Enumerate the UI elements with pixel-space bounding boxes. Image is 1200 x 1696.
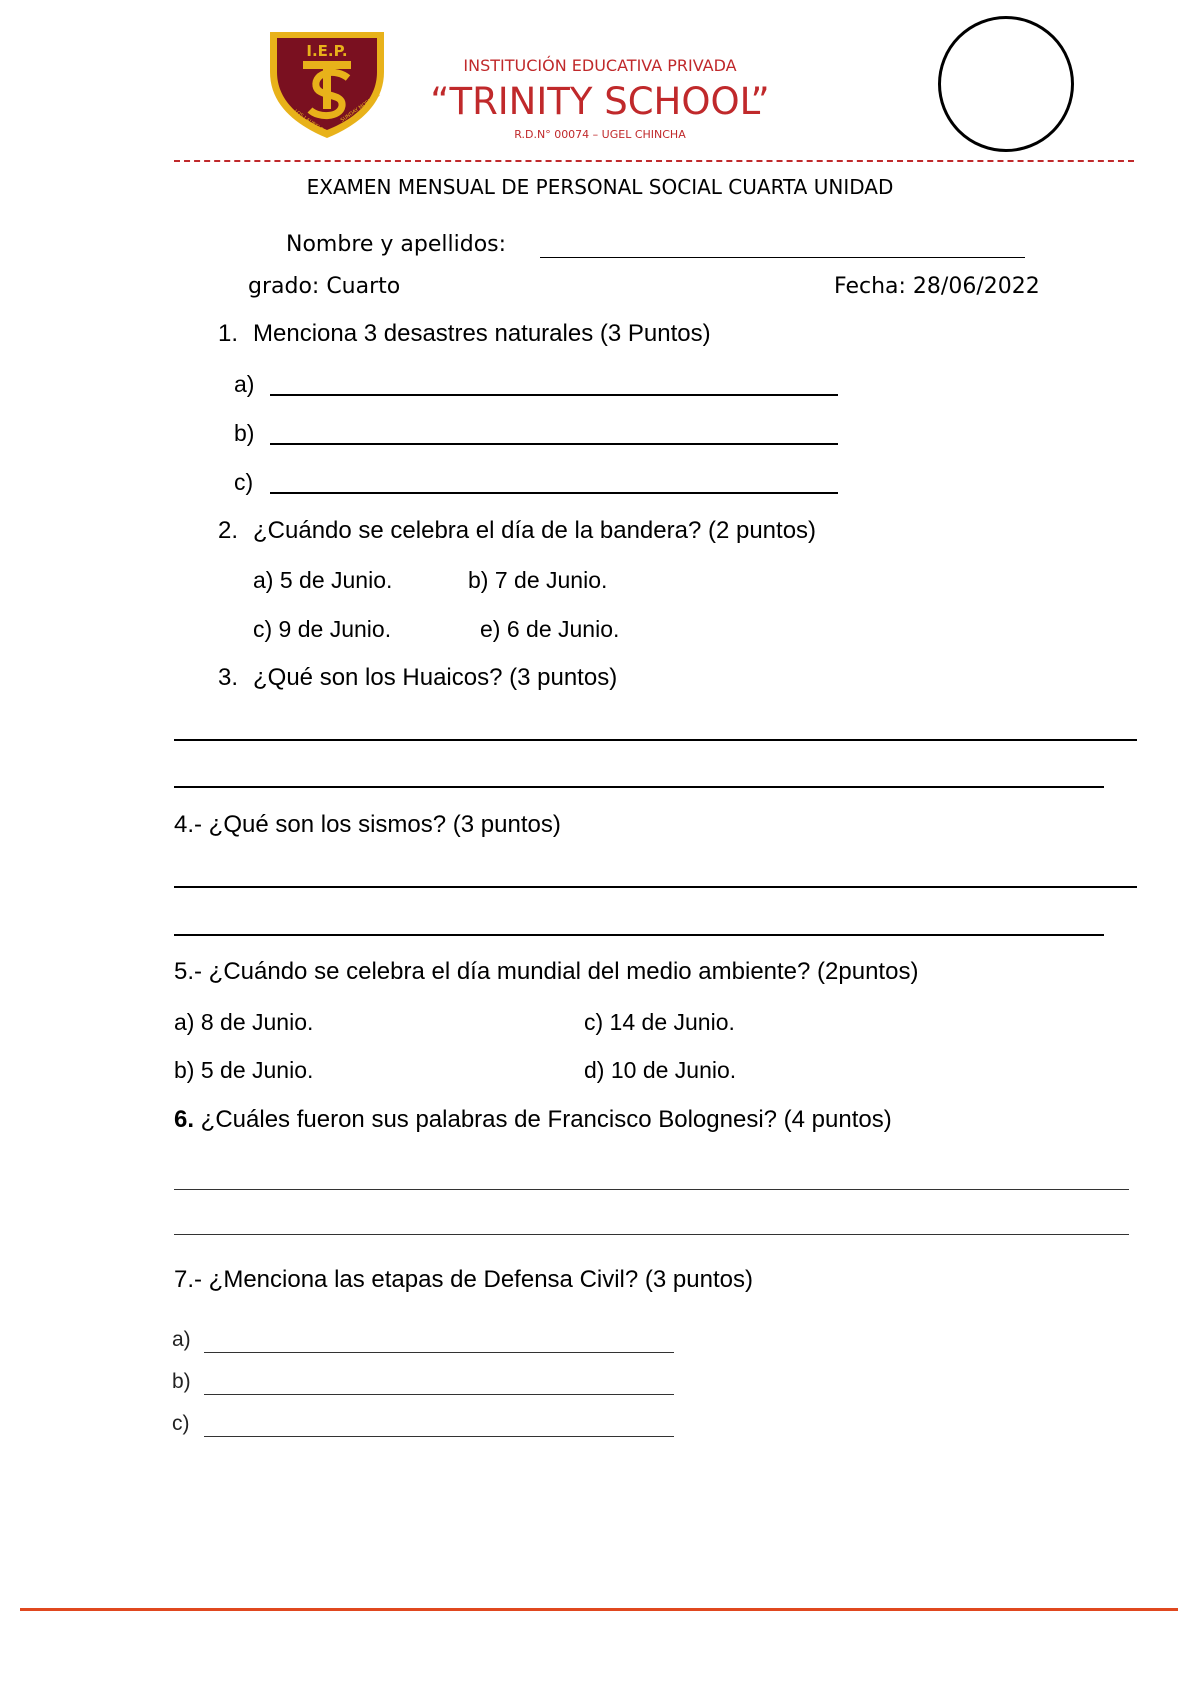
q6-text: ¿Cuáles fueron sus palabras de Francisco Bolognesi? (4 puntos): [194, 1106, 892, 1133]
svg-text:LOS LAURELES: LOS LAURELES: [292, 108, 327, 135]
q6-answer-line-2[interactable]: [174, 1234, 1129, 1235]
q3-answer-line-1[interactable]: [174, 739, 1137, 741]
institution-type: INSTITUCIÓN EDUCATIVA PRIVADA: [463, 56, 737, 75]
q3-answer-line-2[interactable]: [174, 786, 1104, 788]
footer-divider: [20, 1608, 1178, 1611]
q2-option-e[interactable]: e) 6 de Junio.: [480, 616, 620, 642]
q7-opt-b-label: b): [172, 1370, 191, 1393]
q2-text: ¿Cuándo se celebra el día de la bandera? (2 puntos): [253, 517, 817, 544]
svg-text:I.E.P.: I.E.P.: [306, 42, 348, 60]
q1-answer-b-line[interactable]: [270, 443, 838, 445]
q7-answer-b-line[interactable]: [204, 1394, 674, 1395]
q7-text: 7.- ¿Menciona las etapas de Defensa Civil? (3 puntos): [174, 1266, 753, 1293]
q2-option-a[interactable]: a) 5 de Junio.: [253, 567, 393, 593]
q4-answer-line-1[interactable]: [174, 886, 1137, 888]
name-field-line[interactable]: [540, 257, 1025, 258]
q1-text: Menciona 3 desastres naturales (3 Puntos): [253, 320, 711, 347]
q4-answer-line-2[interactable]: [174, 934, 1104, 936]
q1-answer-c-line[interactable]: [270, 492, 838, 494]
q1-opt-c-label: c): [234, 469, 254, 495]
q2-option-c[interactable]: c) 9 de Junio.: [253, 616, 392, 642]
registration-number: R.D.N° 00074 – UGEL CHINCHA: [514, 128, 686, 141]
exam-title: EXAMEN MENSUAL DE PERSONAL SOCIAL CUARTA UNIDAD: [306, 175, 894, 199]
photo-circle: [938, 16, 1074, 152]
header-divider: [174, 160, 1134, 162]
q7-opt-a-label: a): [172, 1328, 191, 1351]
q5-option-c[interactable]: c) 14 de Junio.: [584, 1009, 735, 1035]
q5-text: 5.- ¿Cuándo se celebra el día mundial del medio ambiente? (2puntos): [174, 958, 919, 985]
q5-option-a[interactable]: a) 8 de Junio.: [174, 1009, 314, 1035]
q4-text: 4.- ¿Qué son los sismos? (3 puntos): [174, 811, 561, 838]
grade-label: grado: Cuarto: [248, 274, 401, 299]
q5-option-d[interactable]: d) 10 de Junio.: [584, 1057, 737, 1083]
svg-text:SUNDAY MORNING: SUNDAY MORNING: [339, 92, 382, 124]
q7-answer-a-line[interactable]: [204, 1352, 674, 1353]
q6-answer-line-1[interactable]: [174, 1189, 1129, 1190]
q2-option-b[interactable]: b) 7 de Junio.: [468, 567, 608, 593]
q1-number: 1.: [218, 320, 239, 347]
q7-opt-c-label: c): [172, 1412, 190, 1435]
q6-number: 6.: [174, 1106, 195, 1133]
q1-answer-a-line[interactable]: [270, 394, 838, 396]
q3-number: 3.: [218, 664, 239, 691]
q7-answer-c-line[interactable]: [204, 1436, 674, 1437]
school-name: “TRINITY SCHOOL”: [430, 80, 770, 123]
q5-option-b[interactable]: b) 5 de Junio.: [174, 1057, 314, 1083]
date-label: Fecha: 28/06/2022: [834, 274, 1040, 299]
q1-opt-b-label: b): [234, 420, 255, 446]
q1-opt-a-label: a): [234, 371, 255, 397]
q3-text: ¿Qué son los Huaicos? (3 puntos): [253, 664, 618, 691]
name-label: Nombre y apellidos:: [286, 232, 507, 257]
q6-question: [174, 1106, 892, 1134]
q2-number: 2.: [218, 517, 239, 544]
